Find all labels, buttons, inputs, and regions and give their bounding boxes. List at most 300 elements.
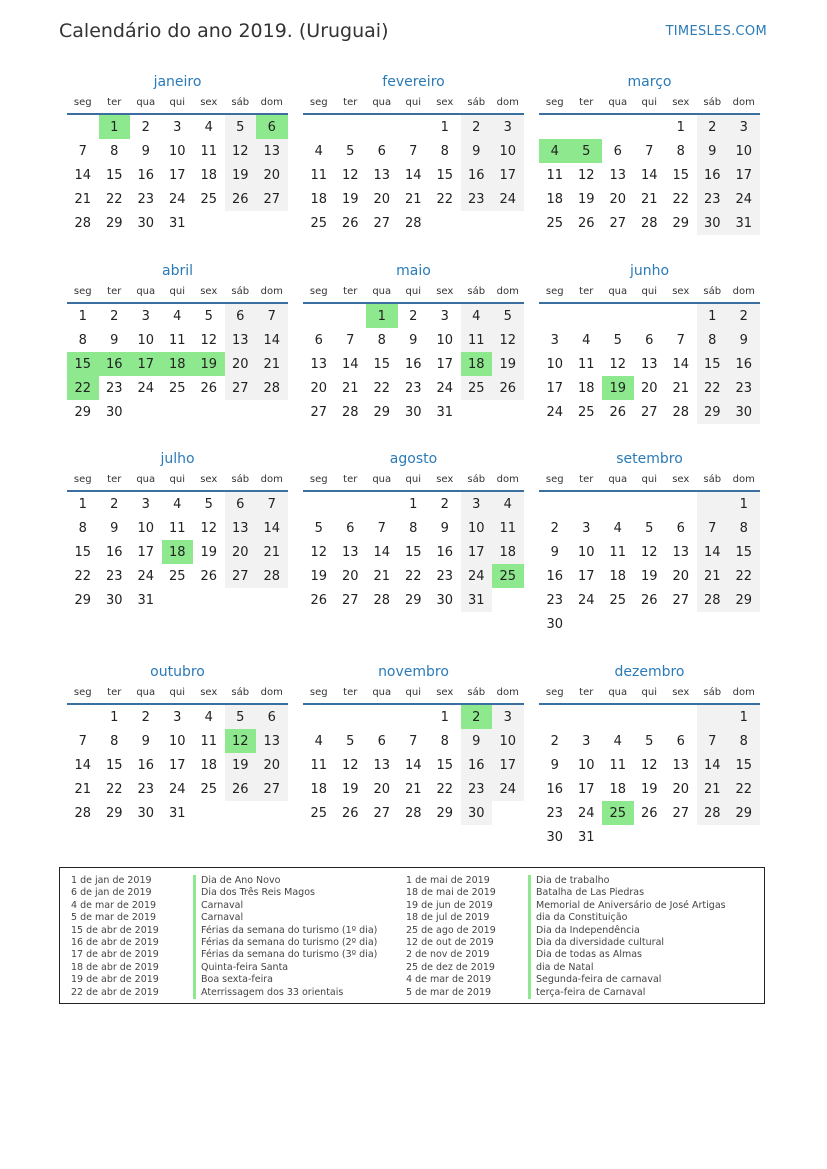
legend-row (71, 887, 377, 899)
day-cell: 12 (200, 520, 218, 536)
day-cell: 1 (728, 705, 760, 729)
legend-holiday-name: Dia da Independência (528, 925, 640, 937)
day-cell: 12 (609, 356, 627, 372)
weekday-label: seg (545, 286, 564, 297)
day-cell: 5 (613, 332, 622, 348)
day-cell: 7 (256, 492, 288, 516)
day-grid (303, 492, 524, 612)
day-cell: 16 (137, 757, 155, 773)
day-cell: 30 (546, 829, 564, 845)
weekday-label: qua (372, 474, 392, 485)
day-grid (303, 304, 524, 424)
day-cell: 22 (105, 781, 123, 797)
day-cell: 27 (256, 187, 288, 211)
day-cell: 6 (256, 705, 288, 729)
day-cell: 9 (697, 139, 729, 163)
day-cell: 11 (609, 757, 627, 773)
day-cell: 22 (436, 781, 454, 797)
day-cell: 22 (436, 191, 454, 207)
day-cell: 25 (577, 404, 595, 420)
empty-cell (492, 801, 524, 825)
weekday-label: sex (200, 286, 218, 297)
day-cell: 11 (577, 356, 595, 372)
day-cell: 10 (492, 729, 524, 753)
empty-cell (366, 705, 398, 729)
day-cell: 25 (310, 805, 328, 821)
day-cell: 13 (672, 757, 690, 773)
legend-holiday-name: Quinta-feira Santa (193, 962, 288, 974)
day-cell: 27 (256, 777, 288, 801)
day-cell: 25 (168, 568, 186, 584)
day-grid (303, 115, 524, 235)
day-cell: 26 (341, 215, 359, 231)
day-cell: 31 (168, 805, 186, 821)
day-cell: 6 (225, 304, 257, 328)
weekday-label: qui (405, 474, 421, 485)
day-cell: 24 (168, 191, 186, 207)
legend-holiday-name: dia de Natal (528, 962, 594, 974)
day-cell: 28 (373, 592, 391, 608)
day-cell: 24 (461, 564, 493, 588)
day-cell: 19 (602, 376, 634, 400)
day-cell: 20 (672, 781, 690, 797)
empty-cell (571, 612, 603, 636)
empty-cell (225, 588, 257, 612)
empty-cell (366, 492, 398, 516)
day-cell: 1 (676, 119, 685, 135)
legend-holiday-name: terça-feira de Carnaval (528, 987, 645, 999)
day-cell: 24 (436, 380, 454, 396)
day-cell: 24 (492, 187, 524, 211)
day-cell: 6 (676, 733, 685, 749)
day-cell: 24 (577, 805, 595, 821)
day-cell: 29 (697, 400, 729, 424)
weekday-label: ter (343, 97, 358, 108)
day-cell: 3 (461, 492, 493, 516)
day-cell: 11 (609, 544, 627, 560)
day-cell: 18 (162, 540, 194, 564)
day-cell: 6 (314, 332, 323, 348)
weekday-label: dom (260, 97, 283, 108)
weekday-label: dom (496, 687, 519, 698)
day-cell: 29 (105, 805, 123, 821)
day-cell: 3 (173, 119, 182, 135)
legend-date: 19 de abr de 2019 (71, 974, 159, 986)
day-cell: 21 (74, 191, 92, 207)
weekday-label: seg (73, 687, 92, 698)
legend-row (71, 974, 377, 986)
day-cell: 6 (377, 143, 386, 159)
day-cell: 30 (697, 211, 729, 235)
day-cell: 22 (74, 568, 92, 584)
day-cell: 30 (137, 215, 155, 231)
day-cell: 12 (310, 544, 328, 560)
day-cell: 26 (492, 376, 524, 400)
day-cell: 14 (640, 167, 658, 183)
day-cell: 13 (256, 139, 288, 163)
month-name: agosto (389, 451, 438, 467)
day-cell: 3 (582, 733, 591, 749)
empty-cell (602, 705, 634, 729)
empty-cell (492, 588, 524, 612)
weekday-label: qui (405, 97, 421, 108)
legend-date: 18 de mai de 2019 (406, 887, 496, 899)
day-grid (67, 304, 288, 424)
legend-column-left (71, 875, 377, 999)
legend-row (71, 949, 377, 961)
day-cell: 14 (373, 544, 391, 560)
day-cell: 26 (225, 777, 257, 801)
site-link[interactable]: TIMESLES.COM (665, 24, 767, 39)
weekday-header (539, 682, 760, 705)
day-cell: 24 (168, 781, 186, 797)
day-cell: 28 (74, 215, 92, 231)
day-cell: 28 (640, 215, 658, 231)
weekday-label: ter (579, 474, 594, 485)
day-cell: 21 (256, 540, 288, 564)
day-cell: 23 (105, 380, 123, 396)
day-cell: 19 (640, 781, 658, 797)
month-novembro (303, 662, 524, 825)
day-cell: 9 (141, 733, 150, 749)
day-cell: 22 (672, 191, 690, 207)
day-cell: 19 (225, 163, 257, 187)
day-cell: 10 (137, 520, 155, 536)
day-cell: 7 (377, 520, 386, 536)
day-cell: 7 (78, 733, 87, 749)
day-cell: 12 (225, 729, 257, 753)
day-cell: 5 (346, 733, 355, 749)
day-cell: 1 (366, 304, 398, 328)
legend-row (406, 925, 726, 937)
legend-date: 22 de abr de 2019 (71, 986, 159, 998)
holiday-legend (59, 867, 765, 1004)
weekday-label: ter (579, 687, 594, 698)
day-cell: 9 (461, 139, 493, 163)
legend-holiday-name: Dia da diversidade cultural (528, 937, 664, 949)
weekday-label: sáb (703, 97, 722, 108)
day-cell: 9 (141, 143, 150, 159)
weekday-label: dom (732, 687, 755, 698)
month-name: janeiro (153, 74, 202, 90)
day-cell: 19 (341, 191, 359, 207)
day-grid (539, 705, 760, 849)
day-cell: 16 (436, 544, 454, 560)
month-name: maio (396, 263, 431, 279)
day-cell: 16 (105, 544, 123, 560)
day-cell: 13 (341, 544, 359, 560)
day-cell: 14 (404, 167, 422, 183)
day-cell: 17 (168, 757, 186, 773)
day-cell: 28 (404, 805, 422, 821)
day-cell: 4 (204, 119, 213, 135)
empty-cell (539, 492, 571, 516)
day-cell: 5 (225, 115, 257, 139)
month-março (539, 72, 760, 235)
day-cell: 15 (373, 356, 391, 372)
empty-cell (256, 400, 288, 424)
day-cell: 25 (200, 781, 218, 797)
empty-cell (398, 115, 430, 139)
day-cell: 17 (436, 356, 454, 372)
day-cell: 6 (613, 143, 622, 159)
weekday-label: qua (136, 286, 156, 297)
day-cell: 30 (461, 801, 493, 825)
legend-holiday-name: Férias da semana do turismo (2º dia) (193, 937, 377, 949)
month-name: dezembro (614, 664, 685, 680)
day-cell: 9 (461, 729, 493, 753)
day-grid (67, 115, 288, 235)
empty-cell (634, 825, 666, 849)
day-cell: 27 (373, 215, 391, 231)
day-cell: 4 (204, 709, 213, 725)
empty-cell (366, 115, 398, 139)
month-name: julho (160, 451, 195, 467)
legend-holiday-name: Dia dos Três Reis Magos (193, 887, 315, 899)
day-cell: 27 (225, 376, 257, 400)
day-cell: 31 (168, 215, 186, 231)
legend-holiday-name: Carnaval (193, 900, 243, 912)
weekday-label: sáb (231, 286, 250, 297)
weekday-label: dom (732, 286, 755, 297)
day-cell: 15 (436, 167, 454, 183)
day-cell: 11 (168, 520, 186, 536)
day-cell: 23 (436, 568, 454, 584)
day-cell: 21 (697, 564, 729, 588)
day-cell: 11 (200, 143, 218, 159)
empty-cell (697, 825, 729, 849)
day-cell: 27 (310, 404, 328, 420)
day-cell: 9 (409, 332, 418, 348)
day-cell: 14 (341, 356, 359, 372)
weekday-header (303, 469, 524, 492)
empty-cell (162, 588, 194, 612)
month-name: fevereiro (382, 74, 445, 90)
weekday-label: sáb (231, 474, 250, 485)
empty-cell (398, 705, 430, 729)
empty-cell (130, 400, 162, 424)
legend-holiday-name: Aterrissagem dos 33 orientais (193, 987, 343, 999)
day-cell: 23 (728, 376, 760, 400)
legend-date: 12 de out de 2019 (406, 936, 494, 948)
day-cell: 10 (546, 356, 564, 372)
day-cell: 26 (200, 380, 218, 396)
empty-cell (634, 115, 666, 139)
day-cell: 31 (436, 404, 454, 420)
day-cell: 23 (137, 191, 155, 207)
day-cell: 19 (341, 781, 359, 797)
day-cell: 14 (697, 540, 729, 564)
day-cell: 29 (74, 404, 92, 420)
day-cell: 30 (105, 404, 123, 420)
day-cell: 9 (440, 520, 449, 536)
empty-cell (193, 400, 225, 424)
weekday-header (539, 281, 760, 304)
legend-date: 6 de jan de 2019 (71, 887, 152, 899)
day-cell: 14 (672, 356, 690, 372)
weekday-header (303, 682, 524, 705)
day-cell: 17 (130, 352, 162, 376)
day-cell: 6 (225, 492, 257, 516)
empty-cell (335, 115, 367, 139)
empty-cell (634, 304, 666, 328)
legend-row (406, 949, 726, 961)
legend-date: 4 de mar de 2019 (71, 899, 157, 911)
day-cell: 21 (341, 380, 359, 396)
day-cell: 15 (436, 757, 454, 773)
day-cell: 26 (640, 805, 658, 821)
day-cell: 5 (492, 304, 524, 328)
month-fevereiro (303, 72, 524, 235)
legend-holiday-name: Segunda-feira de carnaval (528, 974, 661, 986)
day-cell: 15 (105, 757, 123, 773)
day-cell: 23 (546, 805, 564, 821)
day-cell: 22 (404, 568, 422, 584)
day-cell: 18 (461, 352, 493, 376)
day-cell: 2 (409, 308, 418, 324)
month-outubro (67, 662, 288, 825)
day-cell: 5 (225, 705, 257, 729)
legend-date: 5 de mar de 2019 (71, 912, 157, 924)
weekday-label: qua (608, 474, 628, 485)
day-cell: 11 (310, 757, 328, 773)
day-cell: 2 (110, 308, 119, 324)
day-cell: 2 (110, 496, 119, 512)
empty-cell (571, 115, 603, 139)
day-cell: 4 (613, 733, 622, 749)
empty-cell (665, 705, 697, 729)
empty-cell (492, 211, 524, 235)
empty-cell (539, 705, 571, 729)
legend-holiday-name: Dia de trabalho (528, 875, 609, 887)
day-cell: 20 (672, 568, 690, 584)
empty-cell (193, 211, 225, 235)
weekday-label: sáb (231, 97, 250, 108)
legend-date: 25 de dez de 2019 (406, 961, 495, 973)
empty-cell (162, 400, 194, 424)
weekday-label: qua (608, 687, 628, 698)
weekday-label: ter (579, 286, 594, 297)
day-cell: 9 (110, 520, 119, 536)
day-cell: 20 (640, 380, 658, 396)
day-cell: 19 (640, 568, 658, 584)
empty-cell (303, 705, 335, 729)
legend-row (406, 875, 726, 887)
weekday-label: sex (200, 97, 218, 108)
month-janeiro (67, 72, 288, 235)
day-cell: 23 (461, 187, 493, 211)
day-cell: 5 (346, 143, 355, 159)
day-cell: 9 (110, 332, 119, 348)
day-cell: 18 (609, 568, 627, 584)
empty-cell (665, 304, 697, 328)
day-cell: 8 (78, 332, 87, 348)
day-cell: 24 (492, 777, 524, 801)
day-cell: 20 (256, 753, 288, 777)
weekday-label: seg (309, 97, 328, 108)
legend-holiday-name: Férias da semana do turismo (1º dia) (193, 925, 377, 937)
day-cell: 29 (373, 404, 391, 420)
day-cell: 7 (346, 332, 355, 348)
day-cell: 18 (310, 781, 328, 797)
day-cell: 17 (492, 163, 524, 187)
day-cell: 31 (728, 211, 760, 235)
day-cell: 1 (78, 308, 87, 324)
day-cell: 20 (609, 191, 627, 207)
day-cell: 9 (728, 328, 760, 352)
day-cell: 16 (137, 167, 155, 183)
weekday-header (67, 281, 288, 304)
day-cell: 1 (440, 119, 449, 135)
legend-row (71, 900, 377, 912)
day-cell: 10 (137, 332, 155, 348)
day-cell: 12 (640, 757, 658, 773)
weekday-label: qui (641, 687, 657, 698)
day-cell: 14 (404, 757, 422, 773)
day-cell: 17 (492, 753, 524, 777)
weekday-label: sáb (703, 474, 722, 485)
day-cell: 15 (697, 352, 729, 376)
day-cell: 1 (99, 115, 131, 139)
day-cell: 7 (256, 304, 288, 328)
day-cell: 8 (440, 143, 449, 159)
day-cell: 31 (461, 588, 493, 612)
day-cell: 3 (492, 705, 524, 729)
weekday-label: sáb (703, 687, 722, 698)
day-cell: 20 (341, 568, 359, 584)
empty-cell (665, 612, 697, 636)
day-cell: 27 (225, 564, 257, 588)
day-cell: 16 (461, 163, 493, 187)
day-cell: 18 (162, 352, 194, 376)
day-cell: 31 (137, 592, 155, 608)
empty-cell (225, 801, 257, 825)
day-cell: 13 (672, 544, 690, 560)
weekday-header (67, 92, 288, 115)
empty-cell (728, 612, 760, 636)
month-name: março (627, 74, 672, 90)
day-cell: 21 (373, 568, 391, 584)
day-cell: 28 (341, 404, 359, 420)
day-cell: 30 (105, 592, 123, 608)
weekday-label: sex (436, 286, 454, 297)
weekday-label: seg (309, 474, 328, 485)
legend-holiday-name: Carnaval (193, 912, 243, 924)
day-cell: 19 (200, 544, 218, 560)
day-cell: 20 (225, 352, 257, 376)
empty-cell (225, 400, 257, 424)
day-cell: 21 (672, 380, 690, 396)
day-cell: 18 (310, 191, 328, 207)
day-cell: 21 (256, 352, 288, 376)
empty-cell (634, 612, 666, 636)
empty-cell (193, 801, 225, 825)
day-cell: 23 (404, 380, 422, 396)
weekday-label: qui (641, 474, 657, 485)
day-cell: 7 (409, 143, 418, 159)
day-cell: 22 (67, 376, 99, 400)
day-cell: 15 (672, 167, 690, 183)
month-dezembro (539, 662, 760, 849)
weekday-label: ter (107, 97, 122, 108)
day-cell: 23 (697, 187, 729, 211)
weekday-label: dom (496, 286, 519, 297)
day-cell: 25 (492, 564, 524, 588)
legend-date: 19 de jun de 2019 (406, 899, 493, 911)
day-cell: 26 (640, 592, 658, 608)
weekday-label: sáb (467, 687, 486, 698)
day-cell: 20 (256, 163, 288, 187)
